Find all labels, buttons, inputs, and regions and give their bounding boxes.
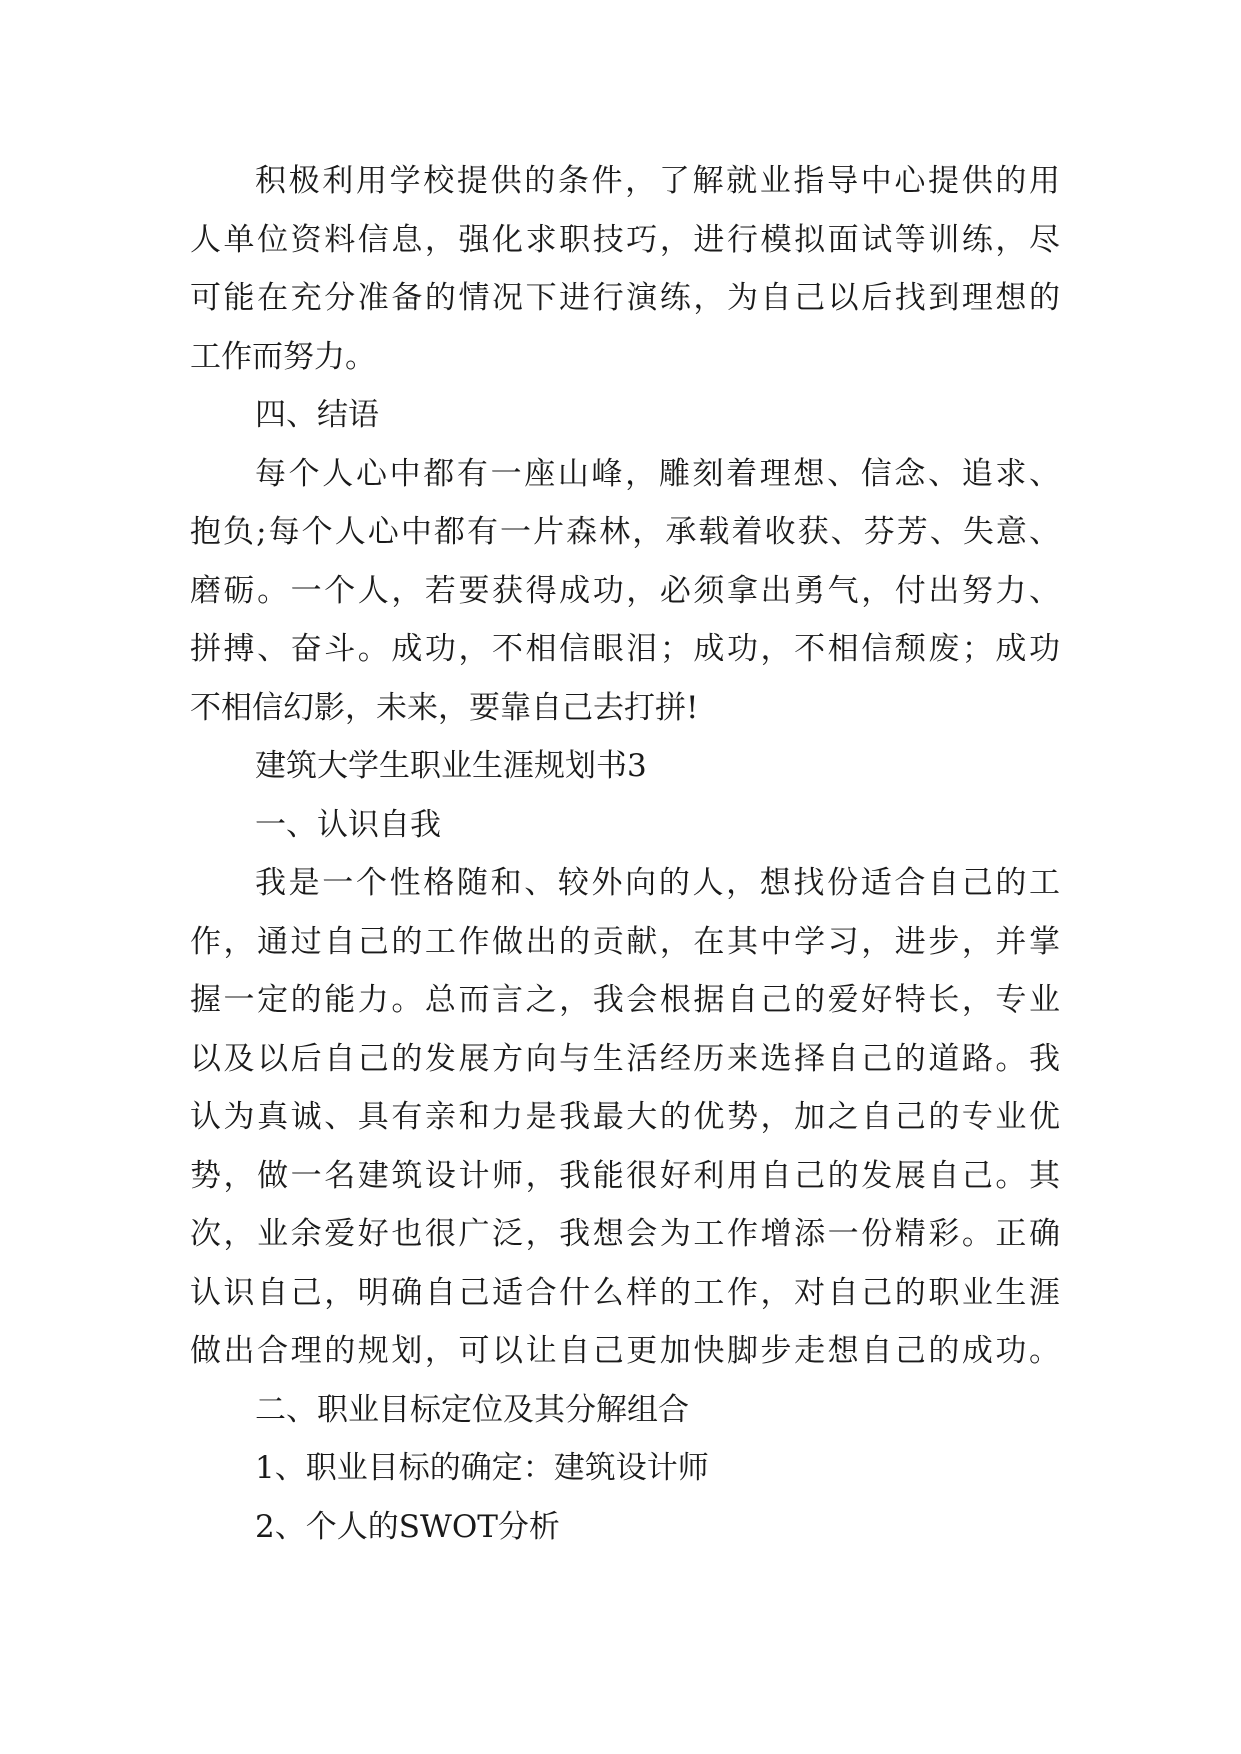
list-item: 1、职业目标的确定：建筑设计师 (255, 1450, 709, 1486)
paragraph-line: 认识自己，明确自己适合什么样的工作，对自己的职业生涯 (190, 1274, 1060, 1311)
paragraph-line: 拼搏、奋斗。成功，不相信眼泪；成功，不相信颓废；成功 (190, 631, 1060, 667)
paragraph-line: 每个人心中都有一座山峰，雕刻着理想、信念、追求、 (255, 455, 1060, 492)
document-title: 建筑大学生职业生涯规划书3 (255, 748, 647, 784)
list-item: 2、个人的SWOT分析 (255, 1508, 560, 1545)
paragraph-line: 磨砺。一个人，若要获得成功，必须拿出勇气，付出努力、 (190, 572, 1060, 609)
section-heading: 四、结语 (255, 397, 379, 433)
paragraph-line: 作，通过自己的工作做出的贡献，在其中学习，进步，并掌 (190, 923, 1060, 960)
paragraph-line: 势，做一名建筑设计师，我能很好利用自己的发展自己。其 (190, 1157, 1060, 1194)
paragraph-line: 次，业余爱好也很广泛，我想会为工作增添一份精彩。正确 (190, 1216, 1060, 1252)
section-heading: 二、职业目标定位及其分解组合 (255, 1391, 689, 1428)
paragraph-line: 以及以后自己的发展方向与生活经历来选择自己的道路。我 (190, 1040, 1060, 1077)
paragraph-line: 人单位资料信息，强化求职技巧，进行模拟面试等训练，尽 (190, 221, 1060, 258)
paragraph-line: 做出合理的规划，可以让自己更加快脚步走想自己的成功。 (190, 1333, 1060, 1369)
paragraph-line: 认为真诚、具有亲和力是我最大的优势，加之自己的专业优 (190, 1099, 1060, 1135)
paragraph-line: 握一定的能力。总而言之，我会根据自己的爱好特长，专业 (190, 982, 1060, 1018)
paragraph-line: 不相信幻影，未来，要靠自己去打拼! (190, 689, 699, 726)
section-heading: 一、认识自我 (255, 806, 441, 843)
document-body (190, 152, 1060, 1556)
paragraph-line: 工作而努力。 (190, 338, 376, 375)
paragraph-line: 可能在充分准备的情况下进行演练，为自己以后找到理想的 (190, 280, 1060, 316)
paragraph-line: 抱负;每个人心中都有一片森林，承载着收获、芬芳、失意、 (190, 514, 1060, 550)
paragraph-line: 我是一个性格随和、较外向的人，想找份适合自己的工 (255, 865, 1060, 901)
paragraph-line: 积极利用学校提供的条件，了解就业指导中心提供的用 (255, 163, 1060, 199)
